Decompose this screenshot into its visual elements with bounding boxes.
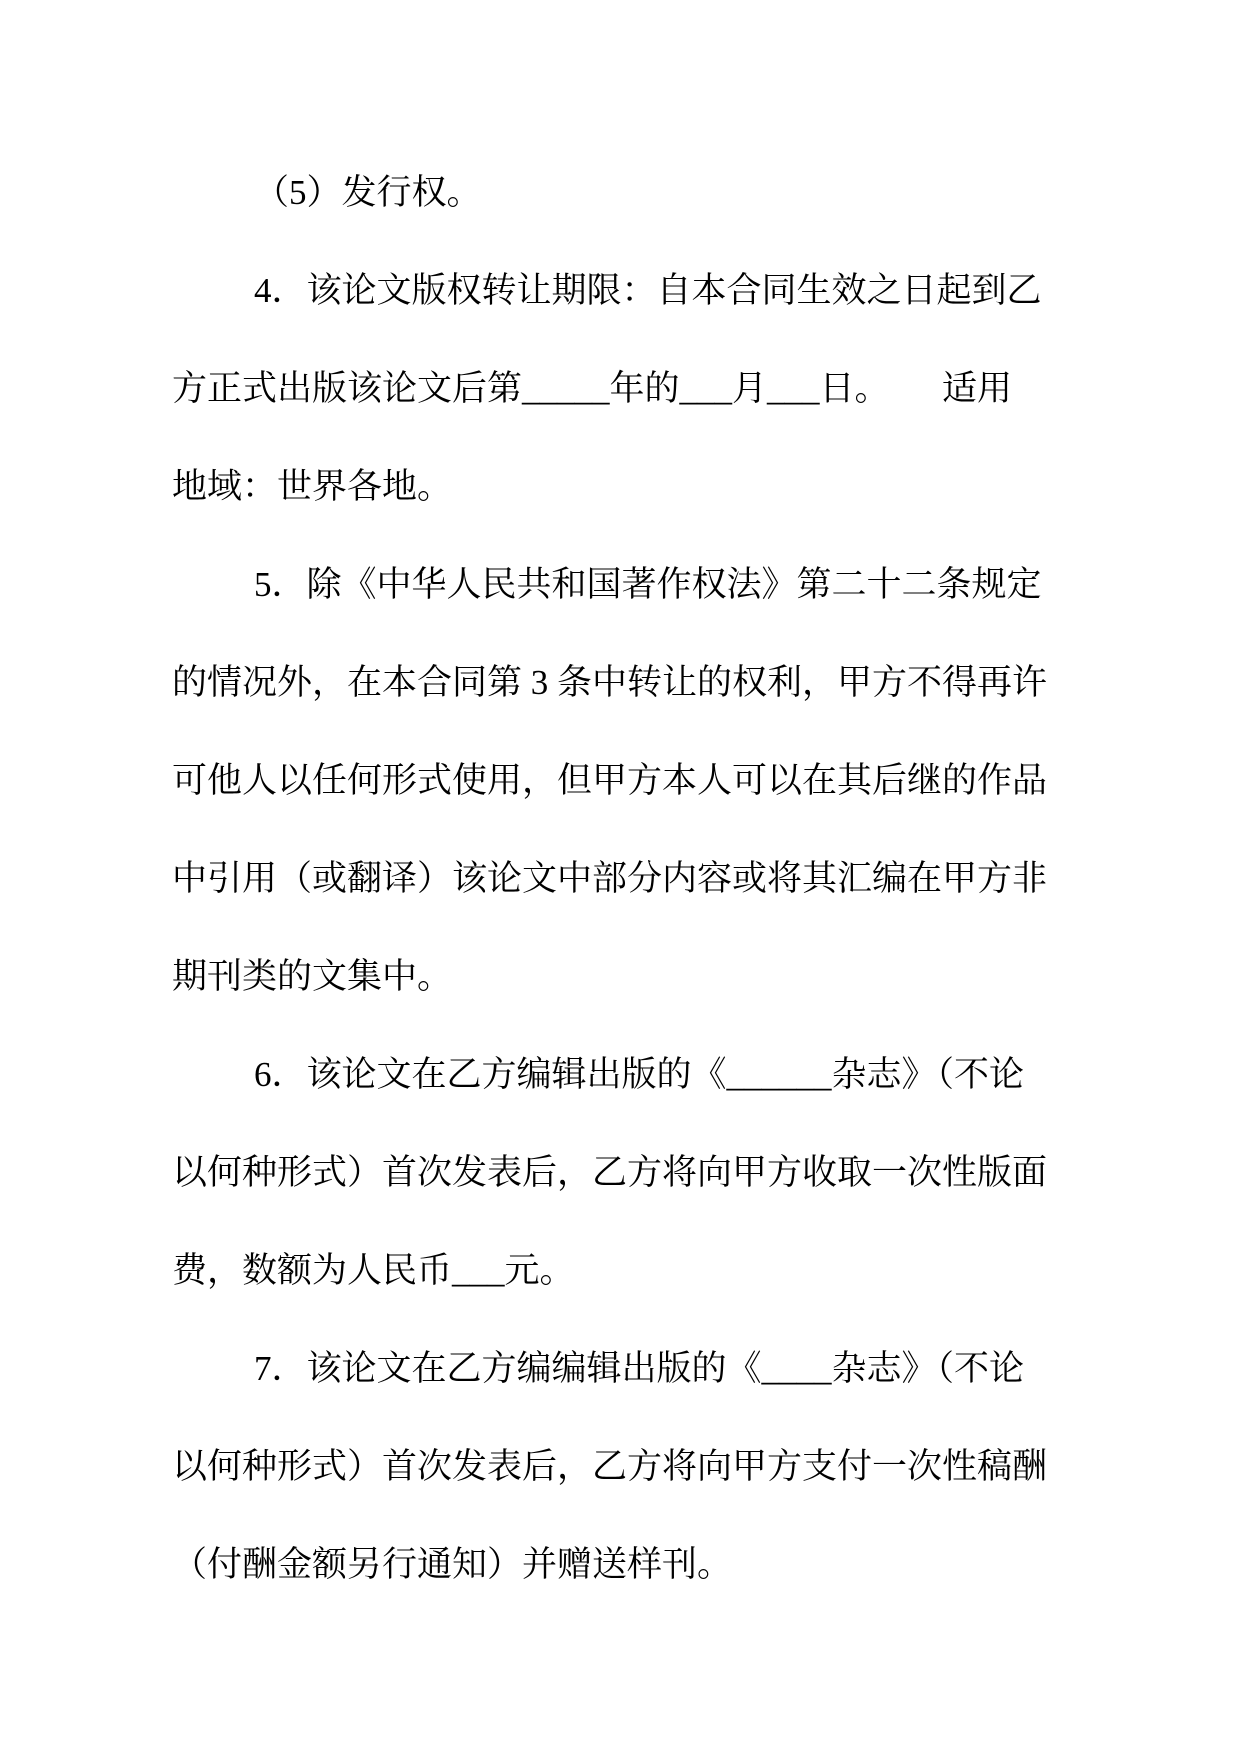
- document-line: 7．该论文在乙方编编辑出版的《____杂志》（不论: [254, 1349, 1025, 1388]
- document-line: 期刊类的文集中。: [172, 957, 453, 996]
- document-line: 地域：世界各地。: [172, 467, 453, 506]
- document-content: [172, 144, 1072, 1614]
- document-line: 费，数额为人民币___元。: [172, 1251, 575, 1290]
- document-line: 以何种形式）首次发表后，乙方将向甲方支付一次性稿酬: [172, 1447, 1048, 1486]
- document-line: （5）发行权。: [254, 173, 482, 212]
- document-line: 可他人以任何形式使用，但甲方本人可以在其后继的作品: [172, 761, 1048, 800]
- document-line: 的情况外，在本合同第 3 条中转让的权利，甲方不得再许: [172, 663, 1048, 702]
- document-line: （付酬金额另行通知）并赠送样刊。: [172, 1545, 733, 1584]
- document-line: 以何种形式）首次发表后，乙方将向甲方收取一次性版面: [172, 1153, 1048, 1192]
- document-line: 6．该论文在乙方编辑出版的《______杂志》（不论: [254, 1055, 1025, 1094]
- document-line: 4．该论文版权转让期限：自本合同生效之日起到乙: [254, 271, 1042, 310]
- document-line: 中引用（或翻译）该论文中部分内容或将其汇编在甲方非: [172, 859, 1048, 898]
- document-line: 5．除《中华人民共和国著作权法》第二十二条规定: [254, 565, 1042, 604]
- document-line: 方正式出版该论文后第_____年的___月___日。 适用: [172, 369, 1013, 408]
